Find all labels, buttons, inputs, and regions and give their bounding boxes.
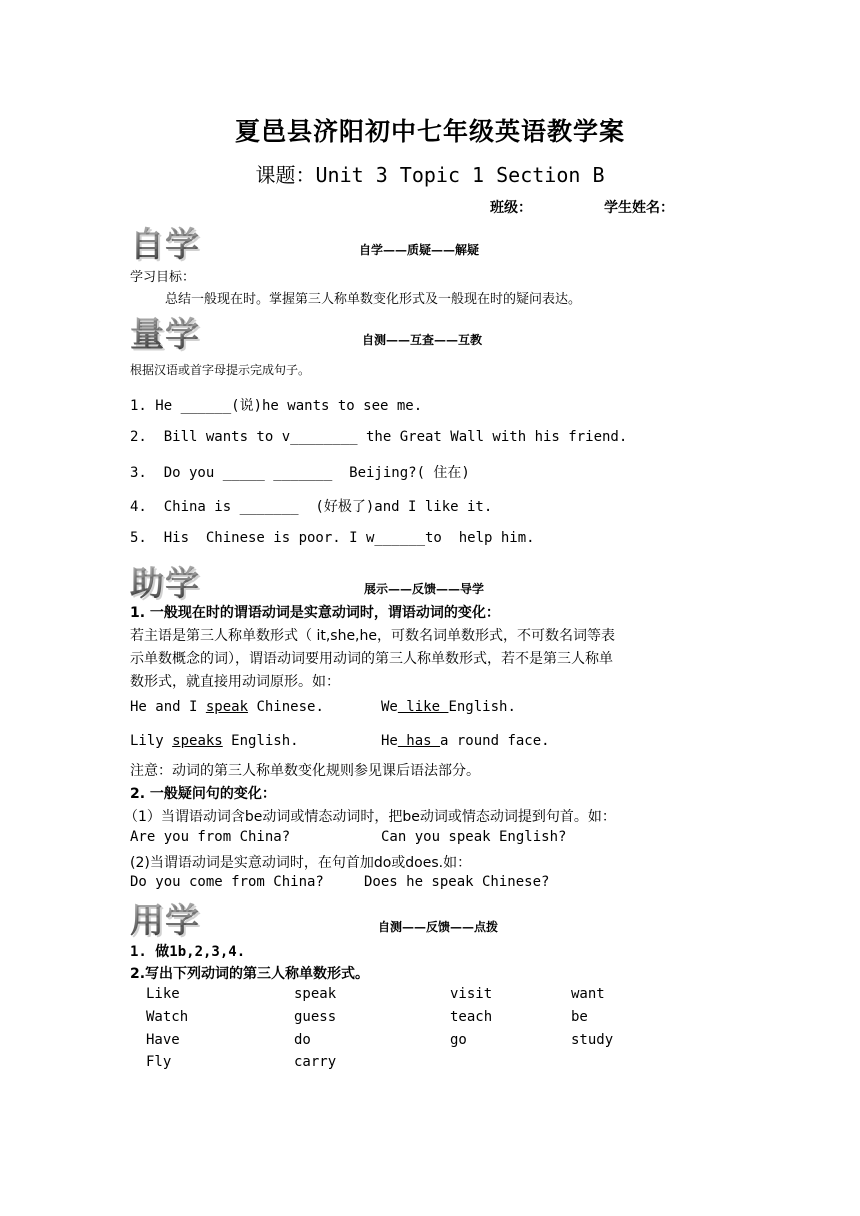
grammar-heading: 2. 一般疑问句的变化： xyxy=(130,786,276,802)
example-text: English. xyxy=(448,699,516,715)
example-text: Chinese. xyxy=(248,699,324,715)
section-badge-zixue: 自学 xyxy=(130,217,200,266)
example-verb: speak xyxy=(205,699,249,715)
student-name-label: 学生姓名： xyxy=(604,200,674,216)
verb-word: Have xyxy=(146,1032,180,1048)
verb-word: visit xyxy=(450,986,493,1002)
example-text: a round face. xyxy=(440,733,550,749)
example-text: He and I xyxy=(130,699,206,715)
exercise-item: 3. Do you _____ _______ Beijing?( 住在) xyxy=(130,465,470,481)
learning-goal-label: 学习目标： xyxy=(130,270,196,285)
verb-word: guess xyxy=(294,1009,337,1025)
example-question: Do you come from China? xyxy=(130,874,324,890)
section-motto: 自测——反馈——点拨 xyxy=(378,920,499,934)
exercise-item: 4. China is _______ (好极了)and I like it. xyxy=(130,499,493,515)
verb-word: go xyxy=(450,1032,467,1048)
example-verb: has xyxy=(397,733,441,749)
learning-goal-text: 总结一般现在时。掌握第三人称单数变化形式及一般现在时的疑问表达。 xyxy=(165,292,582,307)
section-badge-zhuxue: 助学 xyxy=(130,556,200,605)
exercise-instruction: 根据汉语或首字母提示完成句子。 xyxy=(130,363,311,377)
grammar-paragraph: 若主语是第三人称单数形式（ it,she,he，可数名词单数形式，不可数名词等表 xyxy=(130,628,615,644)
example-question: Are you from China? xyxy=(130,829,291,845)
section-motto: 自学——质疑——解疑 xyxy=(359,243,480,257)
page-title: 夏邑县济阳初中七年级英语教学案 xyxy=(234,117,625,146)
grammar-note: 注意：动词的第三人称单数变化规则参见课后语法部分。 xyxy=(130,763,480,779)
verb-word: be xyxy=(571,1009,588,1025)
grammar-paragraph: （1）当谓语动词含be动词或情态动词时，把be动词或情态动词提到句首。如： xyxy=(124,809,616,825)
example-text: We xyxy=(381,699,398,715)
exercise-item: 1. He ______(说)he wants to see me. xyxy=(130,398,423,414)
verb-word: Watch xyxy=(146,1009,189,1025)
exercise-item: 2. Bill wants to v________ the Great Wall with his friend. xyxy=(130,429,628,445)
grammar-paragraph: 示单数概念的词），谓语动词要用动词的第三人称单数形式，若不是第三人称单 xyxy=(130,651,613,667)
grammar-paragraph: (2)当谓语动词是实意动词时，在句首加do或does.如： xyxy=(130,855,472,871)
section-motto: 自测——互查——互教 xyxy=(362,333,483,347)
verb-word: study xyxy=(571,1032,614,1048)
example-verb: like xyxy=(397,699,449,715)
grammar-heading: 1. 一般现在时的谓语动词是实意动词时，谓语动词的变化： xyxy=(130,605,500,621)
verb-word: speak xyxy=(294,986,337,1002)
section-badge-liangxue: 量学 xyxy=(130,307,200,356)
section-motto: 展示——反馈——导学 xyxy=(364,582,485,596)
example-text: English. xyxy=(222,733,299,749)
example-text: He xyxy=(381,733,398,749)
example-sentence xyxy=(381,699,516,715)
example-sentence xyxy=(130,733,299,749)
grammar-paragraph: 数形式，就直接用动词原形。如： xyxy=(130,674,340,690)
task-line: 2.写出下列动词的第三人称单数形式。 xyxy=(130,966,370,982)
class-label: 班级： xyxy=(490,200,532,216)
section-badge-yongxue: 用学 xyxy=(130,893,200,942)
example-question: Does he speak Chinese? xyxy=(364,874,550,890)
example-text: Lily xyxy=(130,733,173,749)
example-sentence xyxy=(130,699,324,715)
exercise-item: 5. His Chinese is poor. I w______to help him. xyxy=(130,530,535,546)
example-verb: speaks xyxy=(172,733,223,749)
task-line: 1. 做1b,2,3,4. xyxy=(130,944,246,960)
verb-word: do xyxy=(294,1032,311,1048)
verb-word: Fly xyxy=(146,1054,172,1070)
verb-word: Like xyxy=(146,986,180,1002)
example-sentence xyxy=(381,733,550,749)
verb-word: teach xyxy=(450,1009,493,1025)
example-question: Can you speak English? xyxy=(381,829,567,845)
lesson-subtitle: 课题：Unit 3 Topic 1 Section B xyxy=(255,163,605,187)
verb-word: carry xyxy=(294,1054,337,1070)
verb-word: want xyxy=(571,986,605,1002)
